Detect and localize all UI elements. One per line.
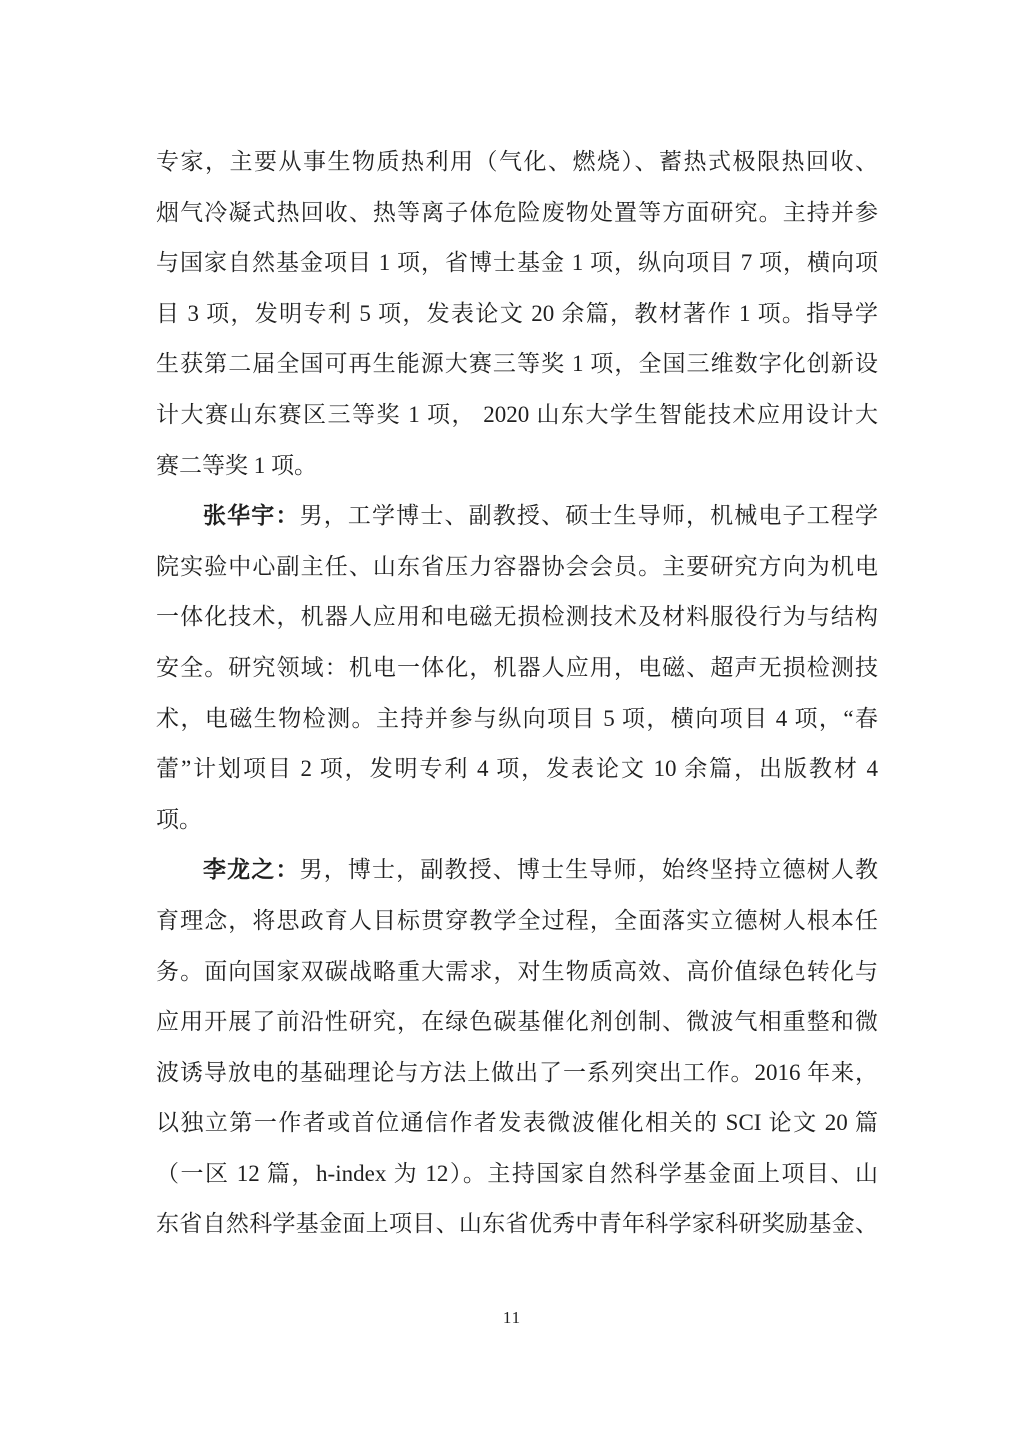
text-line: 东省自然科学基金面上项目、山东省优秀中青年科学家科研奖励基金、 [156,1211,878,1237]
text-line: 目 3 项，发明专利 5 项，发表论文 20 余篇，教材著作 1 项。指导学 [156,300,878,326]
page-number: 11 [502,1308,522,1327]
text-line: 波诱导放电的基础理论与方法上做出了一系列突出工作。2016 年来， [156,1059,878,1085]
text-line: 务。面向国家双碳战略重大需求，对生物质高效、高价值绿色转化与 [156,958,878,984]
text-line-paragraph-start [156,845,878,896]
text-line: 应用开展了前沿性研究，在绿色碳基催化剂创制、微波气相重整和微 [156,1009,878,1035]
text-line: 项。 [156,806,202,832]
text-line: 一体化技术，机器人应用和电磁无损检测技术及材料服役行为与结构 [156,604,878,630]
text-run: 男，博士，副教授、博士生导师，始终坚持立德树人教 [299,857,878,883]
text-line-paragraph-start [156,491,878,542]
text-line: 生获第二届全国可再生能源大赛三等奖 1 项，全国三维数字化创新设 [156,351,878,377]
person-name-zhang-huayu: 张华宇： [203,503,300,529]
text-line: （一区 12 篇，h-index 为 12）。主持国家自然科学基金面上项目、山 [156,1160,878,1186]
text-line: 专家，主要从事生物质热利用（气化、燃烧）、蓄热式极限热回收、 [156,149,878,174]
text-line: 安全。研究领域：机电一体化，机器人应用，电磁、超声无损检测技 [156,654,878,680]
text-line: 育理念，将思政育人目标贯穿教学全过程，全面落实立德树人根本任 [156,907,878,933]
person-name-li-longzhi: 李龙之： [203,857,300,883]
text-line: 烟气冷凝式热回收、热等离子体危险废物处置等方面研究。主持并参 [156,199,878,225]
body-text [156,137,878,1250]
text-line: 以独立第一作者或首位通信作者发表微波催化相关的 SCI 论文 20 篇 [156,1110,878,1136]
text-line: 与国家自然基金项目 1 项，省博士基金 1 项，纵向项目 7 项，横向项 [156,250,878,276]
text-line: 计大赛山东赛区三等奖 1 项， 2020 山东大学生智能技术应用设计大 [156,401,878,427]
text-line: 术，电磁生物检测。主持并参与纵向项目 5 项，横向项目 4 项，“春 [156,705,878,731]
text-line: 赛二等奖 1 项。 [156,452,317,478]
text-line: 蕾”计划项目 2 项，发明专利 4 项，发表论文 10 余篇，出版教材 4 [156,756,878,782]
text-line: 院实验中心副主任、山东省压力容器协会会员。主要研究方向为机电 [156,553,878,579]
text-run: 男，工学博士、副教授、硕士生导师，机械电子工程学 [299,503,878,529]
